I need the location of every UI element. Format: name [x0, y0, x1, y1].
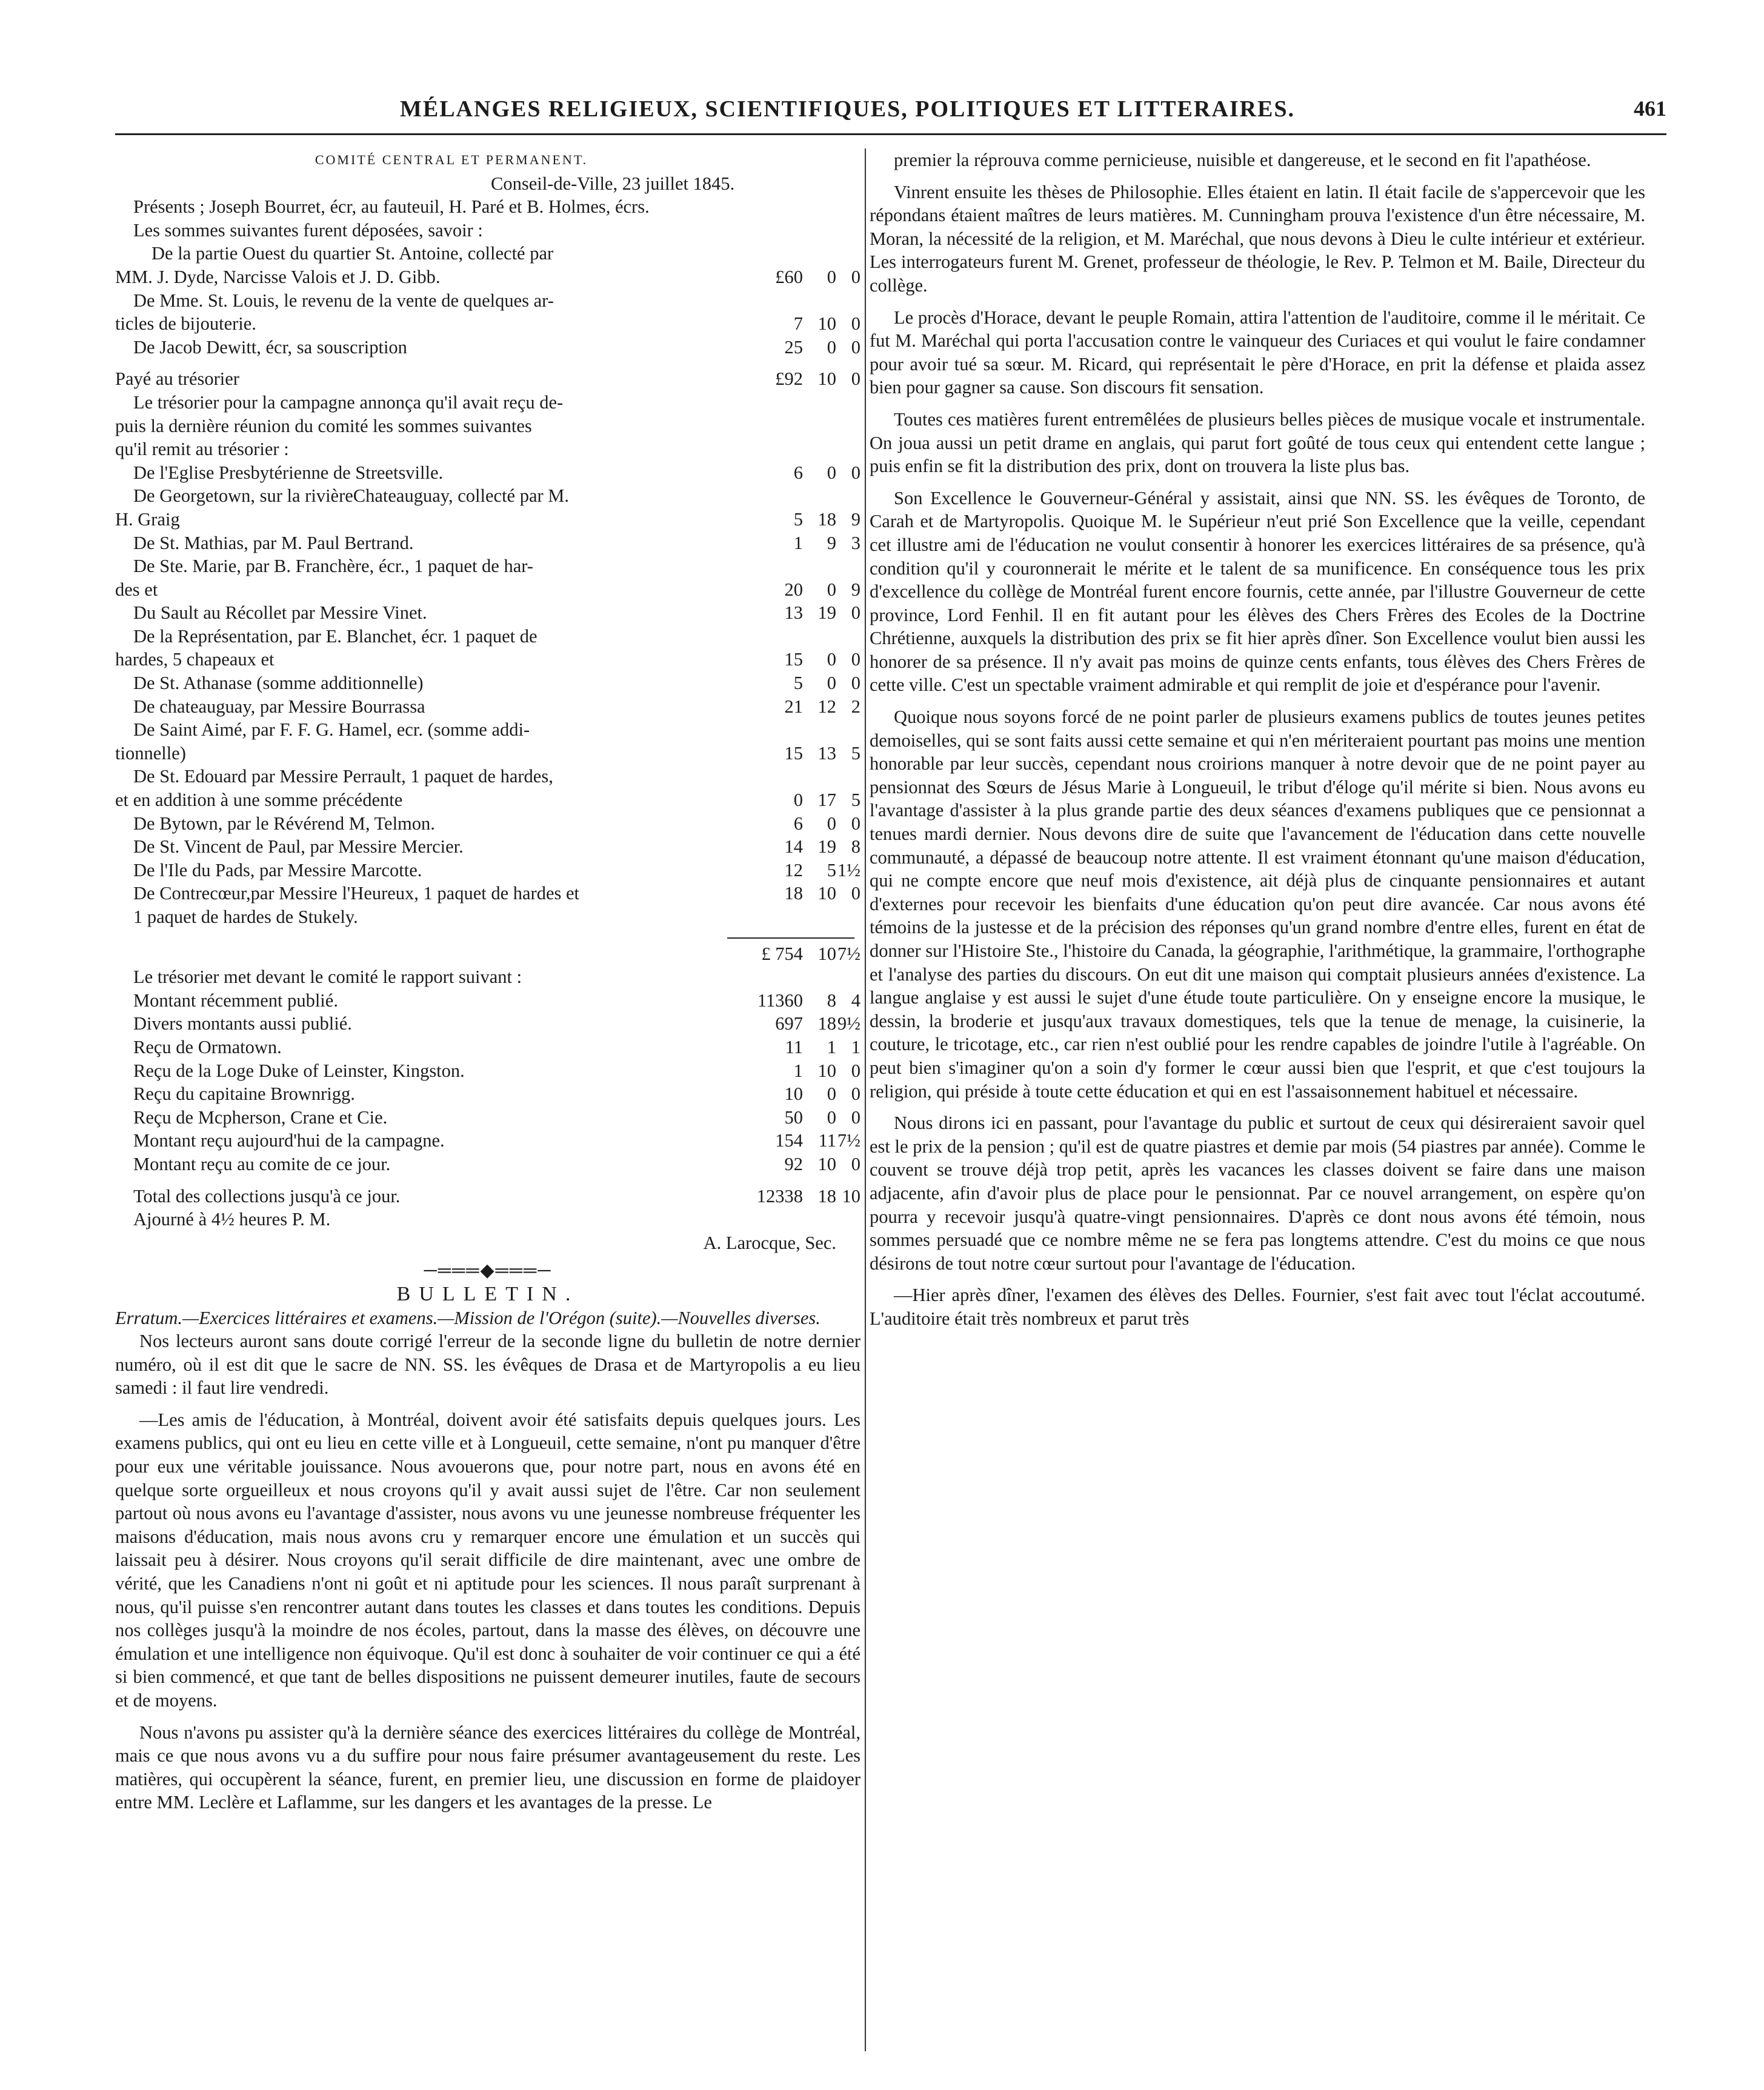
amount-pence: 10	[842, 1185, 860, 1206]
amount-pounds	[754, 765, 803, 788]
amount-pounds	[754, 289, 803, 313]
amount-pounds: 10	[784, 1083, 803, 1105]
paragraph: Son Excellence le Gouverneur-Général y assistait, ainsi que NN. SS. les évêques de Toronto, de Carah et de Martyropolis. Quoique M. le Supérieur n'eut prié Son Excellence que la veille, cependant cet illustre ami de l'éducation ne voulut consentir à honorer les exercices littéraires de sa présence, qu'à condition qu'il y couronnerait le mérite et le talent de sa munificence. En conséquence tous les prix d'excellence du collège de Montréal furent encore fournis, cette année, par l'illustre Gouverneur de cette province, Lord Fenhil. Il en fit autant pour les élèves des Chers Frères des Ecoles de la Doctrine Chrétienne, auxquels la distribution des prix se fit hier après dîner. Son Excellence voulut bien aussi les honorer de sa présence. Il n'y avait pas moins de quinze cents enfants, tous élèves des Chers Frères de cette ville. C'est un spectable vraiment admirable et qui remplit de joie et d'espérance pour l'avenir.	[870, 487, 1645, 696]
deposits-ledger	[115, 265, 860, 359]
ledger-label: De Saint Aimé, par F. F. G. Hamel, ecr. (somme addi-	[133, 719, 530, 740]
running-title: MÉLANGES RELIGIEUX, SCIENTIFIQUES, POLITIQUES ET LITTERAIRES.	[400, 96, 1296, 122]
amount-shillings: 18	[817, 508, 836, 530]
page-header	[115, 91, 1666, 135]
ledger-label: De chateauguay, par Messire Bourrassa	[133, 696, 425, 717]
ledger-row	[115, 1036, 860, 1059]
treasurer-intro-2: puis la dernière réunion du comité les sommes suivantes	[115, 415, 532, 436]
amount-pounds	[754, 484, 803, 508]
paragraph: Nous dirons ici en passant, pour l'avantage du public et surtout de ceux qui désireraient savoir quel est le prix de la pension ; qu'il est de quatre piastres et demie par mois (54 piastres par année). Comme le couvent se trouve déjà trop petit, après les vacances les classes doivent se faire dans une maison adjacente, afin d'avoir plus de place pour le pensionnat. Par ce nouvel arrangement, on espère qu'on pourra y recevoir jusqu'à quatre-vingt pensionnaires. D'après ce dont nous avons été témoin, nous sommes persuadé que ce nombre même ne se fera pas longtems attendre. C'est du moins ce que nous désirons de tout notre cœur surtout pour l'avantage de l'éducation.	[870, 1113, 1645, 1274]
amount-pence	[836, 554, 860, 578]
receipts-ledger	[115, 461, 860, 929]
ledger-label: De l'Ile du Pads, par Messire Marcotte.	[133, 859, 422, 880]
ledger-amount	[754, 1082, 860, 1106]
ledger-row	[115, 835, 860, 859]
ledger-row	[115, 882, 860, 905]
paragraph: Nos lecteurs auront sans doute corrigé l'erreur de la seconde ligne du bulletin de notre dernier numéro, où il est dit que le sacre de NN. SS. les évêques de Drasa et de Martyropolis a eu lieu samedi : il faut lire vendredi.	[115, 1331, 860, 1399]
ledger-row	[115, 1129, 860, 1153]
ledger-row	[115, 859, 860, 882]
amount-pounds: 13	[784, 602, 803, 624]
ledger-label: ticles de bijouterie.	[115, 313, 256, 334]
amount-pence: 0	[851, 649, 860, 670]
committee-heading: COMITÉ CENTRAL ET PERMANENT.	[315, 152, 588, 167]
amount-shillings: 19	[817, 836, 836, 857]
amount-pounds: 697	[775, 1013, 803, 1034]
paragraph: Vinrent ensuite les thèses de Philosophie. Elles étaient en latin. Il était facile de s'appercevoir que les répondans étaient maîtres de leurs matières. M. Cunningham prouva l'existence d'un être nécessaire, M. Moran, la nécessité de la religion, et M. Maréchal, que nous devons à Dieu le culte intérieur et extérieur. Les interrogateurs furent M. Grenet, professeur de théologie, le Rev. P. Telmon et M. Baile, Directeur du collège.	[870, 181, 1645, 296]
ledger-label: des et	[115, 579, 158, 600]
ledger-amount	[733, 942, 860, 966]
amount-shillings: 0	[827, 813, 836, 834]
ledger-amount	[754, 1129, 860, 1153]
amount-pounds: £60	[775, 266, 803, 287]
ledger-row	[115, 1153, 860, 1176]
page-number: 461	[1634, 96, 1666, 121]
ledger-amount	[754, 835, 860, 859]
amount-shillings	[803, 484, 836, 508]
ledger-label: Reçu du capitaine Brownrigg.	[133, 1083, 355, 1105]
amount-pounds: 12	[784, 859, 803, 880]
ledger-row	[115, 1012, 860, 1036]
ledger-amount	[754, 554, 860, 578]
ledger-row	[115, 1082, 860, 1106]
ledger-row-total	[115, 1185, 860, 1208]
ledger-label: MM. J. Dyde, Narcisse Valois et J. D. Gibb.	[115, 266, 441, 287]
ledger-row	[115, 289, 860, 313]
amount-pence	[836, 289, 860, 313]
amount-shillings: 0	[827, 579, 836, 600]
ledger-amount	[754, 336, 860, 359]
bulletin-summary: Erratum.—Exercices littéraires et examens.—Mission de l'Orégon (suite).—Nouvelles diverses.	[115, 1307, 820, 1328]
ledger-label: De Jacob Dewitt, écr, sa souscription	[133, 336, 407, 358]
amount-pence: 0	[851, 813, 860, 834]
amount-pounds: 6	[793, 462, 803, 483]
amount-pence: 0	[851, 462, 860, 483]
amount-pence: 0	[851, 673, 860, 694]
ledger-row	[115, 554, 860, 578]
ledger-amount	[754, 601, 860, 625]
amount-pence: 9	[851, 579, 860, 600]
amount-pounds: 5	[793, 673, 803, 694]
amount-pounds: 21	[784, 696, 803, 717]
amount-pence: 0	[851, 313, 860, 334]
amount-pounds	[754, 554, 803, 578]
ledger-label: De St. Athanase (somme additionnelle)	[133, 673, 424, 694]
amount-pence: 4	[851, 990, 860, 1011]
amount-shillings: 9	[827, 532, 836, 553]
amount-pence: 0	[851, 336, 860, 358]
amount-shillings: 5	[827, 859, 836, 880]
amount-pence: 0	[851, 1060, 860, 1081]
paragraph: —Hier après dîner, l'examen des élèves des Delles. Fournier, s'est fait avec tout l'éclat accoutumé. L'auditoire était très nombreux et parut très	[870, 1285, 1645, 1329]
ledger-label: Reçu de la Loge Duke of Leinster, Kingston.	[133, 1060, 465, 1081]
ledger-label: De Ste. Marie, par B. Franchère, écr., 1 paquet de har-	[133, 556, 533, 577]
amount-pence: 8	[851, 836, 860, 857]
ledger-amount	[754, 625, 860, 648]
amount-pence: 1½	[837, 859, 860, 880]
ledger-row	[115, 742, 860, 765]
paragraph: Nous n'avons pu assister qu'à la dernière séance des exercices littéraires du collège de Montréal, mais ce que nous avons vu a du suffire pour nous faire présumer avantageusement du reste. Les matières, qui occupèrent la séance, furent, en premier lieu, une discussion en forme de plaidoyer entre MM. Leclère et Laflamme, sur les dangers et les avantages de la presse. Le	[115, 1722, 860, 1813]
amount-pounds: £92	[775, 368, 803, 390]
ledger-amount	[754, 484, 860, 508]
ledger-label: De Mme. St. Louis, le revenu de la vente de quelques ar-	[133, 290, 554, 311]
ledger-amount	[754, 1036, 860, 1059]
ledger-amount	[733, 1185, 860, 1208]
amount-shillings: 11	[818, 1130, 836, 1151]
ledger-label: H. Graig	[115, 508, 180, 530]
amount-shillings: 19	[817, 602, 836, 624]
amount-pence: 9½	[837, 1013, 860, 1034]
amount-pence: 0	[851, 368, 860, 390]
deposited-line: Les sommes suivantes furent déposées, savoir :	[133, 219, 483, 241]
ledger-amount	[754, 742, 860, 765]
ledger-row	[115, 648, 860, 671]
amount-pounds: 20	[784, 579, 803, 600]
ledger-row	[115, 578, 860, 602]
ledger-row	[115, 788, 860, 812]
amount-pence: 0	[851, 1107, 860, 1128]
ledger-amount	[754, 989, 860, 1013]
amount-pounds: 6	[793, 813, 803, 834]
paragraph: Toutes ces matières furent entremêlées de plusieurs belles pièces de musique vocale et instrumentale. On joua aussi un petit drame en anglais, qui parut fort goûté de tous ceux qui entendent cette langue ; puis enfin se fit la distribution des prix, dont on trouvera la liste plus bas.	[870, 408, 1645, 477]
ornament-divider: ─═══◆═══─	[424, 1260, 552, 1281]
ledger-label: hardes, 5 chapeaux et	[115, 649, 275, 670]
ledger-amount	[754, 671, 860, 695]
amount-shillings: 10	[817, 368, 836, 390]
amount-pounds: £ 754	[761, 943, 803, 964]
ledger-label: Reçu de Mcpherson, Crane et Cie.	[133, 1107, 388, 1128]
report-ledger	[115, 989, 860, 1176]
amount-shillings: 0	[827, 673, 836, 694]
ledger-row	[115, 336, 860, 359]
amount-shillings: 0	[827, 1107, 836, 1128]
ledger-row	[115, 508, 860, 531]
ledger-row	[115, 812, 860, 836]
ledger-label: De St. Mathias, par M. Paul Bertrand.	[133, 532, 414, 553]
ledger-amount	[754, 289, 860, 313]
amount-pence: 7½	[837, 943, 860, 964]
left-column	[115, 148, 860, 1814]
amount-pounds: 1	[793, 1060, 803, 1081]
ledger-label: De St. Edouard par Messire Perrault, 1 paquet de hardes,	[133, 766, 553, 787]
ledger-amount	[754, 695, 860, 719]
amount-pounds: 11	[785, 1036, 803, 1057]
ledger-row	[115, 601, 860, 625]
right-article	[870, 148, 1645, 1331]
ledger-label: tionnelle)	[115, 742, 186, 764]
ledger-label: De Bytown, par le Révérend M, Telmon.	[133, 813, 435, 834]
ledger-label: Montant récemment publié.	[133, 990, 338, 1011]
amount-pence: 1	[851, 1036, 860, 1057]
ledger-label: De Contrecœur,par Messire l'Heureux, 1 paquet de hardes et	[133, 883, 580, 904]
amount-shillings: 10	[817, 1153, 836, 1174]
amount-pounds: 14	[784, 836, 803, 857]
amount-pence: 9	[851, 508, 860, 530]
ledger-amount	[754, 718, 860, 742]
ledger-label: Total des collections jusqu'à ce jour.	[133, 1185, 401, 1206]
amount-shillings: 12	[817, 696, 836, 717]
secretary-signature: A. Larocque, Sec.	[703, 1232, 836, 1253]
amount-pence	[836, 905, 860, 929]
ledger-amount	[754, 812, 860, 836]
ledger-amount	[754, 508, 860, 531]
ledger-row	[115, 265, 860, 289]
amount-shillings: 0	[827, 1083, 836, 1105]
ledger-label: et en addition à une somme précédente	[115, 790, 403, 811]
amount-shillings: 10	[817, 1060, 836, 1081]
amount-shillings: 13	[817, 742, 836, 764]
amount-pounds: 50	[784, 1107, 803, 1128]
amount-pence: 5	[851, 790, 860, 811]
amount-shillings: 18	[817, 1185, 836, 1206]
treasurer-intro-1: Le trésorier pour la campagne annonça qu'il avait reçu de-	[133, 391, 564, 413]
amount-pence	[836, 765, 860, 788]
ledger-amount	[754, 1012, 860, 1036]
amount-pence: 0	[851, 1153, 860, 1174]
amount-shillings	[803, 554, 836, 578]
amount-shillings: 0	[827, 462, 836, 483]
present-line: Présents ; Joseph Bourret, écr, au fauteuil, H. Paré et B. Holmes, écrs.	[133, 196, 650, 218]
ledger-row	[115, 1059, 860, 1083]
left-article	[115, 1330, 860, 1814]
adjourned-line: Ajourné à 4½ heures P. M.	[133, 1209, 331, 1230]
amount-pounds: 1	[793, 532, 803, 553]
amount-pence: 0	[851, 602, 860, 624]
ledger-row-paid	[115, 367, 860, 391]
right-column	[870, 148, 1645, 1331]
ledger-row	[115, 765, 860, 788]
ledger-amount	[754, 1153, 860, 1176]
amount-shillings: 10	[817, 883, 836, 904]
ledger-row	[115, 1106, 860, 1130]
ledger-label: Divers montants aussi publié.	[133, 1013, 352, 1034]
ledger-row	[115, 625, 860, 648]
ledger-amount	[754, 788, 860, 812]
amount-shillings	[803, 905, 836, 929]
amount-pounds: 25	[784, 336, 803, 358]
ledger-row	[115, 905, 860, 929]
ledger-amount	[754, 905, 860, 929]
amount-pounds: 5	[793, 508, 803, 530]
ledger-amount	[754, 1059, 860, 1083]
ledger-amount	[754, 859, 860, 882]
amount-pence: 0	[851, 1083, 860, 1105]
amount-shillings: 0	[827, 649, 836, 670]
ledger-row	[115, 671, 860, 695]
amount-shillings: 1	[827, 1036, 836, 1057]
ledger-amount	[754, 531, 860, 555]
amount-pounds	[754, 905, 803, 929]
amount-pounds	[754, 718, 803, 742]
ledger-label: Montant reçu aujourd'hui de la campagne.	[133, 1130, 445, 1151]
amount-pounds: 11360	[757, 990, 803, 1011]
ledger-label: De St. Vincent de Paul, par Messire Mercier.	[133, 836, 464, 857]
ledger-row	[115, 989, 860, 1013]
amount-shillings	[803, 289, 836, 313]
ledger-row	[115, 484, 860, 508]
bulletin-title: BULLETIN.	[396, 1282, 579, 1305]
amount-pounds: 15	[784, 742, 803, 764]
ledger-amount	[754, 882, 860, 905]
sum-rule	[727, 937, 854, 942]
amount-pounds: 154	[775, 1130, 803, 1151]
amount-shillings: 17	[817, 790, 836, 811]
ledger-label: De la Représentation, par E. Blanchet, écr. 1 paquet de	[133, 625, 538, 647]
ledger-row	[115, 531, 860, 555]
amount-pounds: 7	[793, 313, 803, 334]
amount-pence: 0	[851, 266, 860, 287]
amount-shillings	[803, 765, 836, 788]
amount-shillings: 10	[817, 313, 836, 334]
amount-pounds	[754, 625, 803, 648]
amount-shillings: 10	[817, 943, 836, 964]
amount-pounds: 0	[793, 790, 803, 811]
ledger-row	[115, 461, 860, 485]
ledger-amount	[754, 1106, 860, 1130]
treasurer-intro-3: qu'il remit au trésorier :	[115, 439, 289, 460]
ledger-amount	[754, 765, 860, 788]
amount-pence	[836, 484, 860, 508]
deposits-intro: De la partie Ouest du quartier St. Antoine, collecté par	[151, 243, 554, 264]
paragraph: —Les amis de l'éducation, à Montréal, doivent avoir été satisfaits depuis quelques jours. Les examens publics, qui ont eu lieu en cette ville et à Longueuil, cette semaine, n'ont pu manquer d'être pour eux une véritable jouissance. Nous avouerons que, pour notre part, nous en avons été en quelque sorte orgueilleux et nous croyons qu'il y avait aussi sujet de l'être. Car non seulement partout où nous avons eu l'avantage d'assister, nous avons vu une jeunesse nombreuse fréquenter les maisons d'éducation, mais nous avons cru y remarquer encore une émulation et un succès qui laissait peu à désirer. Nous croyons qu'il serait difficile de dire maintenant, avec une ombre de vérité, que les Canadiens n'ont ni goût et ni aptitude pour les sciences. Il nous paraît surprenant à nous, qu'il puisse s'en rencontrer autant dans toutes les classes et dans toutes les conditions. Depuis nos collèges jusqu'à la moindre de nos écoles, partout, dans la masse des élèves, on découvre une émulation et une intelligence non équivoque. Qu'il est donc à souhaiter de voir continuer ce qui a été si bien commencé, et que tant de belles dispositions ne puissent demeurer inutiles, faute de secours et de moyens.	[115, 1409, 860, 1711]
ledger-amount	[754, 265, 860, 289]
ledger-row	[115, 312, 860, 336]
amount-pence: 5	[851, 742, 860, 764]
amount-shillings: 0	[827, 336, 836, 358]
ledger-amount	[754, 461, 860, 485]
amount-shillings	[803, 718, 836, 742]
ledger-amount	[754, 648, 860, 671]
amount-shillings: 8	[827, 990, 836, 1011]
amount-shillings: 18	[817, 1013, 836, 1034]
ledger-row-grand	[115, 942, 860, 966]
paragraph: Quoique nous soyons forcé de ne point parler de plusieurs examens publics de toutes jeunes petites demoiselles, qui se sont faits aussi cette semaine et qui n'en mériteraient pourtant pas moins une mention honorable par leur succès, cependant nous croirions manquer à notre devoir que de ne point payer au pensionnat des Sœurs de Jésus Marie à Longueuil, le tribut d'éloge qu'il mérite si bien. Nous avons eu l'avantage d'assister à la plus grande partie des deux séances d'examens publiques que ce pensionnat a tenues mardi dernier. Nous devons dire de suite que l'avancement de l'éducation dans cette nouvelle communauté, a dépassé de beaucoup notre attente. Il est vraiment étonnant qu'une maison d'éducation, qui ne compte encore que neuf mois d'existence, ait déjà plus de cinquante pensionnaires et autant d'externes pour recevoir les bienfaits d'une éducation qu'on peut dire avancée. Car nous avons été témoins de la justesse et de la précision des réponses qu'un grand nombre d'entre elles, furent en état de donner sur l'Histoire Ste., l'histoire du Canada, la géographie, l'arithmétique, la grammaire, l'orthographe et l'analyse des parties du discours. On eut dit une maison qui comptait plusieurs années d'existence. La langue anglaise y est aussi le sujet d'une étude toute particulière. On y enseigne encore la musique, le dessin, la broderie et jusqu'aux travaux domestiques, tels que la tenue de menage, la cuisinerie, la couture, le tricotage, etc., car rien n'est oublié pour les rendre capables de joindre l'utile à l'agréable. On peut bien s'imaginer qu'on a soin d'y former le cœur aussi bien que l'esprit, et que c'est toujours la religion, qui préside à toute cette éducation et qui en est l'assaisonnement habituel et nécessaire.	[870, 707, 1645, 1102]
paragraph: Le procès d'Horace, devant le peuple Romain, attira l'attention de l'auditoire, comme il le méritait. Ce fut M. Maréchal qui porta l'accusation contre le vainqueur des Curiaces et qui voulut le faire condamner pour avoir tué sa sœur. M. Ricard, qui représentait le père d'Horace, en prit la défense et plaida assez bien pour gagner sa cause. Son discours fit sensation.	[870, 307, 1645, 398]
ledger-label: Reçu de Ormatown.	[133, 1036, 282, 1057]
ledger-row	[115, 695, 860, 719]
ledger-label: Du Sault au Récollet par Messire Vinet.	[133, 602, 427, 624]
ledger-label: Montant reçu au comite de ce jour.	[133, 1153, 391, 1174]
amount-shillings	[803, 625, 836, 648]
ledger-label: De Georgetown, sur la rivièreChateauguay, collecté par M.	[133, 485, 570, 507]
amount-pence: 2	[851, 696, 860, 717]
amount-pounds: 12338	[756, 1185, 803, 1206]
amount-pounds: 18	[784, 883, 803, 904]
report-intro: Le trésorier met devant le comité le rapport suivant :	[133, 967, 522, 988]
ledger-amount	[754, 367, 860, 391]
ledger-label: Payé au trésorier	[115, 368, 239, 390]
ledger-label: 1 paquet de hardes de Stukely.	[133, 907, 358, 927]
meeting-line: Conseil-de-Ville, 23 juillet 1845.	[491, 173, 735, 194]
amount-shillings: 0	[827, 266, 836, 287]
ledger-row	[115, 718, 860, 742]
amount-pounds: 92	[784, 1153, 803, 1174]
ledger-amount	[754, 312, 860, 336]
amount-pence	[836, 718, 860, 742]
amount-pence: 7½	[837, 1130, 860, 1151]
paragraph: premier la réprouva comme pernicieuse, nuisible et dangereuse, et le second en fit l'apathéose.	[894, 150, 1591, 170]
ledger-label: De l'Eglise Presbytérienne de Streetsville.	[133, 462, 444, 483]
amount-pence: 3	[851, 532, 860, 553]
amount-pence: 0	[851, 883, 860, 904]
amount-pounds: 15	[784, 649, 803, 670]
ledger-amount	[754, 578, 860, 602]
amount-pence	[836, 625, 860, 648]
column-divider	[865, 148, 866, 2051]
